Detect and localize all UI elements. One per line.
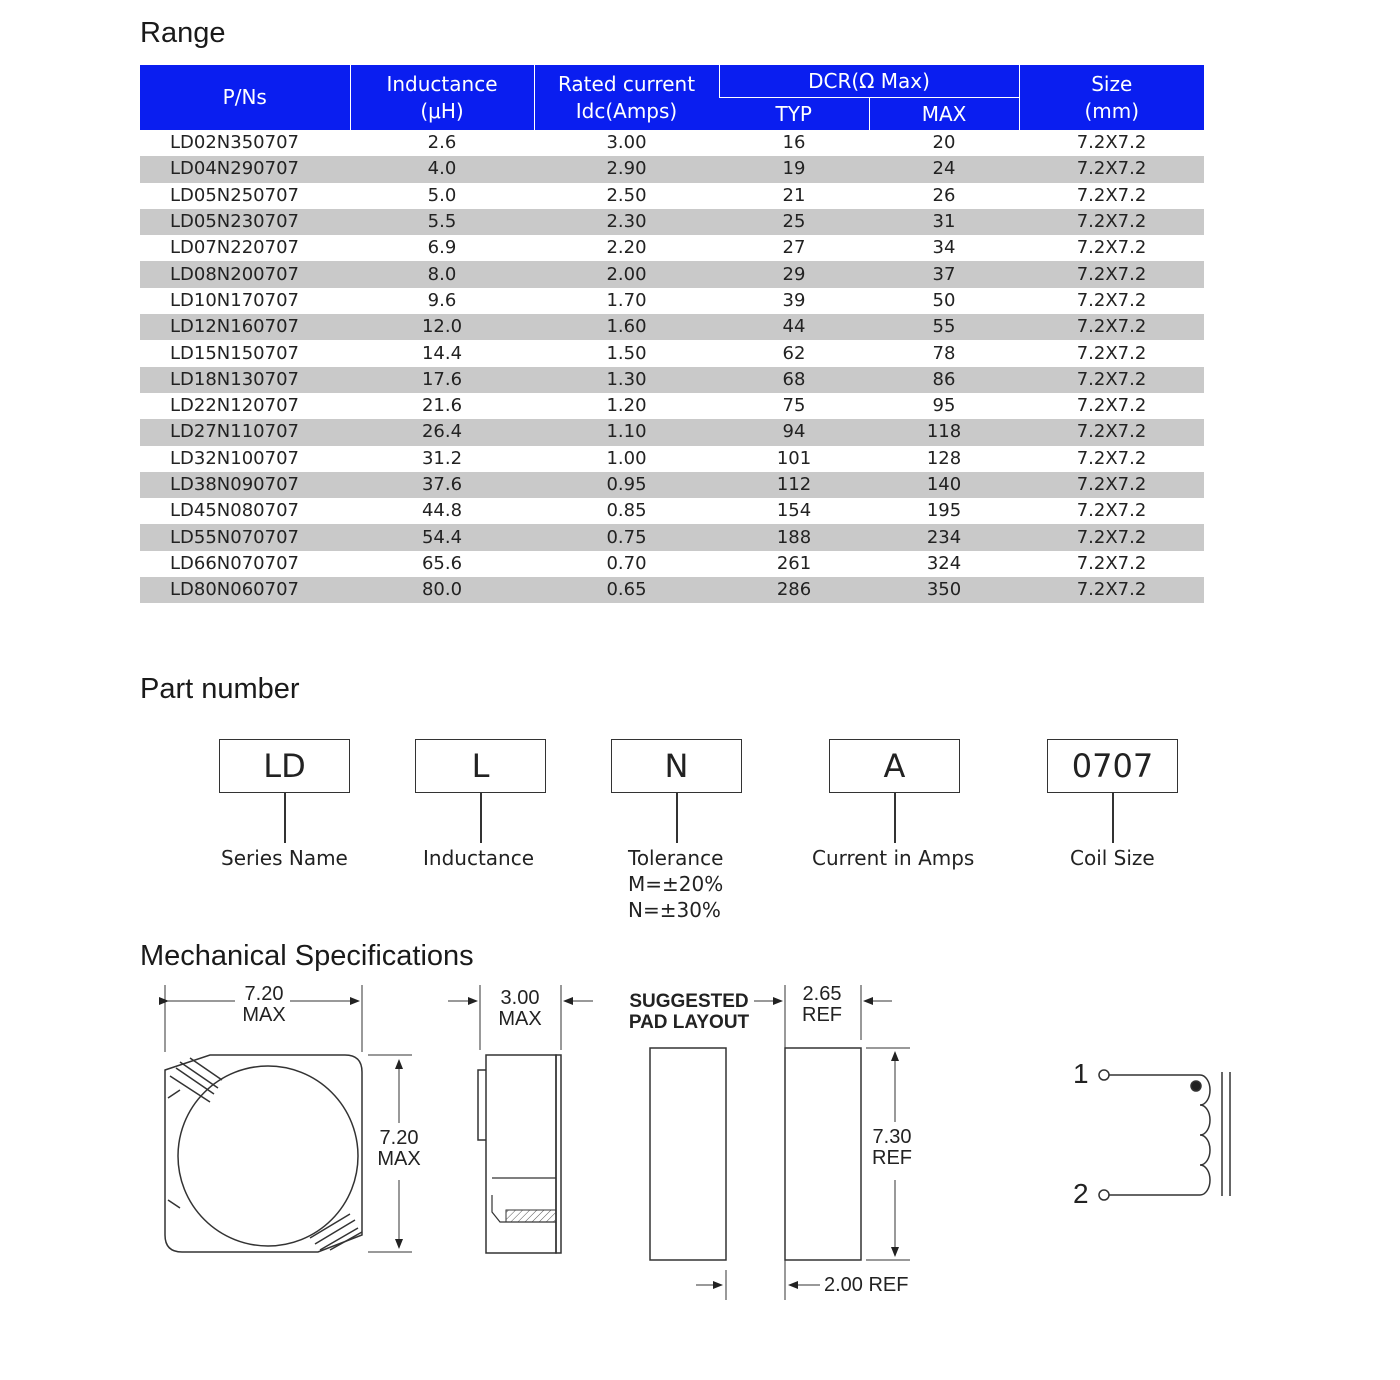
cell-dcr-typ: 75 xyxy=(782,395,806,417)
cell-inductance: 6.9 xyxy=(427,237,457,259)
cell-inductance: 21.6 xyxy=(421,395,463,417)
cell-rated-current: 0.65 xyxy=(534,577,719,603)
cell-size: 7.2X7.2 xyxy=(1076,289,1147,311)
cell-dcr-max: 324 xyxy=(926,552,962,574)
cell-rated-current: 2.00 xyxy=(534,261,719,287)
cell-size: 7.2X7.2 xyxy=(1076,447,1147,469)
cell-dcr-typ: 29 xyxy=(719,261,869,287)
cell-rated-current: 0.95 xyxy=(534,472,719,498)
cell-size: 7.2X7.2 xyxy=(1076,500,1147,522)
cell-rated-current: 2.90 xyxy=(534,156,719,182)
cell-size: 7.2X7.2 xyxy=(1019,577,1204,603)
cell-dcr-typ: 94 xyxy=(719,419,869,445)
cell-inductance: 31.2 xyxy=(421,447,463,469)
cell-size: 7.2X7.2 xyxy=(1076,395,1147,417)
cell-size: 7.2X7.2 xyxy=(1076,342,1147,364)
dim-pad-width-value: 2.65 xyxy=(802,983,842,1005)
cell-dcr-typ: 25 xyxy=(719,209,869,235)
cell-inductance: 44.8 xyxy=(421,500,463,522)
header-rated-current-line1: Rated current xyxy=(557,71,696,96)
cell-dcr-max: 31 xyxy=(869,209,1019,235)
cell-inductance: 8.0 xyxy=(350,261,534,287)
cell-rated-current: 2.20 xyxy=(606,237,647,259)
cell-dcr-typ: 44 xyxy=(719,314,869,340)
cell-dcr-max: 78 xyxy=(932,342,956,364)
cell-pn: LD12N160707 xyxy=(140,314,350,340)
cell-dcr-max: 50 xyxy=(932,289,956,311)
cell-dcr-max: 234 xyxy=(869,524,1019,550)
cell-pn: LD05N230707 xyxy=(140,209,350,235)
cell-inductance: 14.4 xyxy=(421,342,463,364)
cell-dcr-typ: 101 xyxy=(776,447,812,469)
header-dcr-max: MAX xyxy=(869,98,1019,131)
cell-pn: LD27N110707 xyxy=(140,419,350,445)
schematic-symbol xyxy=(1099,1070,1230,1200)
pad-layout-title-line2: PAD LAYOUT xyxy=(628,1012,750,1033)
cell-size: 7.2X7.2 xyxy=(1019,209,1204,235)
cell-dcr-max: 26 xyxy=(932,184,956,206)
cell-rated-current: 1.70 xyxy=(606,289,647,311)
dim-side-height-value: 7.20 xyxy=(379,1127,419,1149)
cell-dcr-max: 20 xyxy=(932,132,956,154)
pn-box-tolerance: N xyxy=(611,739,742,793)
cell-pn: LD08N200707 xyxy=(140,261,350,287)
cell-rated-current: 3.00 xyxy=(606,132,647,154)
cell-dcr-typ: 39 xyxy=(782,289,806,311)
cell-rated-current: 0.85 xyxy=(606,500,647,522)
pn-label-current-line: Current in Amps xyxy=(812,846,975,870)
dim-pad-length-unit: REF xyxy=(872,1147,912,1169)
cell-dcr-typ: 112 xyxy=(719,472,869,498)
cell-size: 7.2X7.2 xyxy=(1076,237,1147,259)
cell-inductance: 12.0 xyxy=(350,314,534,340)
cell-size: 7.2X7.2 xyxy=(1019,156,1204,182)
cell-pn: LD05N250707 xyxy=(170,184,299,206)
cell-dcr-max: 195 xyxy=(926,500,962,522)
cell-size: 7.2X7.2 xyxy=(1019,314,1204,340)
dim-side-height xyxy=(369,1128,429,1170)
cell-inductance: 5.5 xyxy=(350,209,534,235)
header-size-line1: Size xyxy=(1091,71,1133,96)
cell-dcr-typ: 261 xyxy=(776,552,812,574)
cell-pn: LD04N290707 xyxy=(140,156,350,182)
pn-label-inductance-line: Inductance xyxy=(423,846,535,870)
cell-pn: LD10N170707 xyxy=(170,289,299,311)
cell-pn: LD80N060707 xyxy=(140,577,350,603)
cell-dcr-max: 37 xyxy=(869,261,1019,287)
cell-pn: LD22N120707 xyxy=(170,395,299,417)
cell-rated-current: 1.50 xyxy=(606,342,647,364)
dim-top-width xyxy=(234,984,294,1026)
cell-dcr-typ: 21 xyxy=(782,184,806,206)
range-title: Range xyxy=(140,17,226,49)
cell-rated-current: 2.30 xyxy=(534,209,719,235)
dim-thickness-value: 3.00 xyxy=(500,987,540,1009)
cell-size: 7.2X7.2 xyxy=(1076,552,1147,574)
header-pns: P/Ns xyxy=(140,65,350,130)
header-inductance-line1: Inductance xyxy=(386,71,498,96)
cell-size: 7.2X7.2 xyxy=(1076,132,1147,154)
dim-pad-width xyxy=(792,984,852,1026)
dim-pad-gap: 2.00 REF xyxy=(824,1274,909,1296)
pad-layout-title-line1: SUGGESTED xyxy=(629,991,749,1012)
pad-layout-title xyxy=(628,991,750,1033)
pn-label-tolerance-line2: M=±20% xyxy=(628,872,724,896)
pn-box-series: LD xyxy=(219,739,350,793)
pn-box-current: A xyxy=(829,739,960,793)
cell-inductance: 5.0 xyxy=(427,184,457,206)
cell-dcr-typ: 16 xyxy=(782,132,806,154)
cell-pn: LD02N350707 xyxy=(170,132,299,154)
cell-rated-current: 1.20 xyxy=(606,395,647,417)
cell-rated-current: 1.10 xyxy=(534,419,719,445)
cell-size: 7.2X7.2 xyxy=(1019,524,1204,550)
cell-size: 7.2X7.2 xyxy=(1019,472,1204,498)
pn-label-tolerance-line3: N=±30% xyxy=(628,898,721,922)
cell-pn: LD55N070707 xyxy=(140,524,350,550)
cell-pn: LD15N150707 xyxy=(170,342,299,364)
cell-dcr-max: 24 xyxy=(869,156,1019,182)
schematic-pin-2: 2 xyxy=(1073,1178,1089,1209)
cell-inductance: 54.4 xyxy=(350,524,534,550)
cell-inductance: 26.4 xyxy=(350,419,534,445)
cell-dcr-typ: 62 xyxy=(782,342,806,364)
cell-dcr-max: 95 xyxy=(932,395,956,417)
cell-rated-current: 1.60 xyxy=(534,314,719,340)
cell-dcr-typ: 68 xyxy=(719,367,869,393)
pn-box-inductance: L xyxy=(415,739,546,793)
cell-size: 7.2X7.2 xyxy=(1076,184,1147,206)
header-rated-current-line2: Idc(Amps) xyxy=(575,98,678,123)
cell-dcr-typ: 188 xyxy=(719,524,869,550)
pn-label-tolerance-line1: Tolerance xyxy=(628,846,724,870)
cell-dcr-typ: 19 xyxy=(719,156,869,182)
cell-rated-current: 2.50 xyxy=(606,184,647,206)
schematic-pin-1: 1 xyxy=(1073,1058,1089,1089)
cell-inductance: 2.6 xyxy=(427,132,457,154)
cell-rated-current: 1.30 xyxy=(534,367,719,393)
header-dcr: DCR(Ω Max) xyxy=(719,65,1019,98)
cell-inductance: 17.6 xyxy=(350,367,534,393)
header-size-line2: (mm) xyxy=(1084,98,1140,123)
cell-inductance: 9.6 xyxy=(427,289,457,311)
cell-rated-current: 0.70 xyxy=(606,552,647,574)
cell-inductance: 65.6 xyxy=(421,552,463,574)
cell-inductance: 37.6 xyxy=(350,472,534,498)
pn-label-coil-size-line: Coil Size xyxy=(1070,846,1155,870)
cell-dcr-max: 128 xyxy=(926,447,962,469)
cell-dcr-max: 55 xyxy=(869,314,1019,340)
dim-side-height-unit: MAX xyxy=(377,1148,421,1170)
dim-pad-length xyxy=(862,1127,922,1169)
cell-dcr-max: 350 xyxy=(869,577,1019,603)
cell-dcr-max: 140 xyxy=(869,472,1019,498)
cell-dcr-max: 34 xyxy=(932,237,956,259)
cell-dcr-typ: 27 xyxy=(782,237,806,259)
cell-dcr-max: 86 xyxy=(869,367,1019,393)
header-inductance-line2: (μH) xyxy=(420,98,464,123)
cell-size: 7.2X7.2 xyxy=(1019,367,1204,393)
part-number-title: Part number xyxy=(140,673,300,705)
cell-inductance: 4.0 xyxy=(350,156,534,182)
mechanical-title: Mechanical Specifications xyxy=(140,940,474,972)
cell-size: 7.2X7.2 xyxy=(1019,261,1204,287)
cell-pn: LD18N130707 xyxy=(140,367,350,393)
cell-pn: LD32N100707 xyxy=(170,447,299,469)
cell-pn: LD38N090707 xyxy=(140,472,350,498)
cell-dcr-typ: 286 xyxy=(719,577,869,603)
cell-inductance: 80.0 xyxy=(350,577,534,603)
cell-pn: LD66N070707 xyxy=(170,552,299,574)
dim-top-width-value: 7.20 xyxy=(244,983,284,1005)
dim-thickness-unit: MAX xyxy=(498,1008,542,1030)
cell-pn: LD07N220707 xyxy=(170,237,299,259)
cell-pn: LD45N080707 xyxy=(170,500,299,522)
cell-dcr-max: 118 xyxy=(869,419,1019,445)
cell-rated-current: 1.00 xyxy=(606,447,647,469)
cell-dcr-typ: 154 xyxy=(776,500,812,522)
pn-box-coil-size: 0707 xyxy=(1047,739,1178,793)
cell-rated-current: 0.75 xyxy=(534,524,719,550)
dim-thickness xyxy=(490,988,550,1030)
dim-pad-width-unit: REF xyxy=(802,1004,842,1026)
pn-label-series-line: Series Name xyxy=(221,846,348,870)
cell-size: 7.2X7.2 xyxy=(1019,419,1204,445)
dim-pad-length-value: 7.30 xyxy=(872,1126,912,1148)
dim-top-width-unit: MAX xyxy=(242,1004,286,1026)
header-dcr-typ: TYP xyxy=(719,98,869,131)
